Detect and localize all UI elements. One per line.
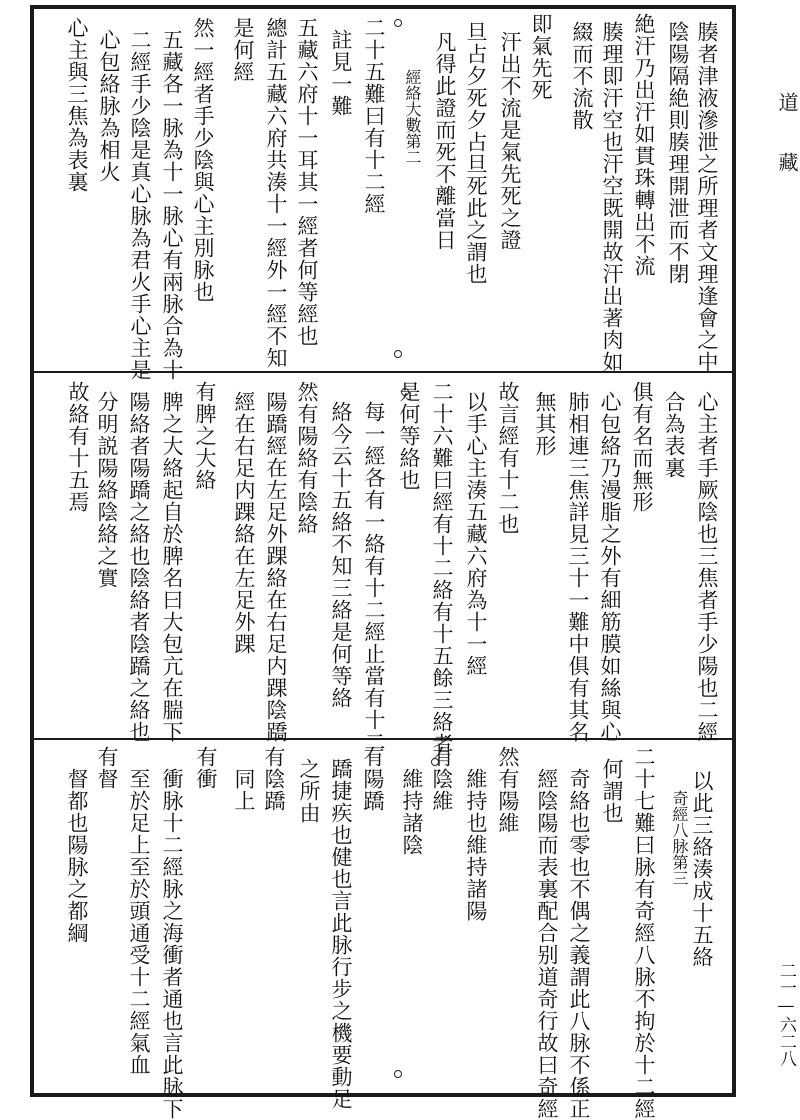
text-column: 是何等絡也 <box>397 381 421 491</box>
text-column: 心包絡脉為相火 <box>97 29 121 183</box>
text-column: 俱有名而無形 <box>630 381 654 513</box>
text-column: 合為表裏 <box>662 391 686 479</box>
margin-title: 道藏 <box>775 92 799 212</box>
text-column: 絡今云十五絡不知三絡是何等絡 <box>329 401 353 709</box>
text-column: 五藏各一脉為十一脉心有兩脉合為十 <box>160 29 184 381</box>
text-column: 衝脉十二經脉之海衝者通也言此脉下 <box>160 768 184 1120</box>
text-column: 無其形 <box>533 391 557 457</box>
circle-mark <box>394 1070 402 1078</box>
text-column: 分明説陽絡陰絡之實 <box>95 391 119 589</box>
text-column: 絶汗乃出汗如貫珠轉出不流 <box>632 13 656 277</box>
text-column: 之所由 <box>297 758 321 824</box>
text-column: 有脾之大絡 <box>193 381 217 491</box>
text-column: 故絡有十五焉 <box>66 381 90 513</box>
circle-mark <box>394 19 402 27</box>
section-heading: 奇經八脉第三 <box>670 790 689 886</box>
circle-mark <box>394 350 402 358</box>
text-column: 綴而不流散 <box>570 21 594 131</box>
text-column: 陰陽隔絶則腠理開泄而不閉 <box>666 21 690 285</box>
text-column: 有督 <box>95 746 119 790</box>
text-column: 二十六難曰經有十二絡有十五餘三絡者 <box>430 381 454 755</box>
text-column: 陽絡者陽蹻之絡也陰絡者陰蹻之絡也 <box>127 391 151 743</box>
text-column: 維持也維持諸陽 <box>464 768 488 922</box>
text-column: 故言經有十二也 <box>496 381 520 535</box>
text-column: 腠者津液滲泄之所理者文理逢會之中 <box>695 21 719 373</box>
panel-middle <box>36 373 730 755</box>
text-column: 經在右足内踝絡在左足外踝 <box>232 391 256 655</box>
text-column: 總計五藏六府共湊十一經外一經不知 <box>264 17 288 369</box>
text-column: 心主者手厥陰也三焦者手少陽也二經 <box>695 391 719 743</box>
text-column: 旦占夕死夕占旦死此之謂也 <box>464 21 488 285</box>
panel-top <box>36 11 730 381</box>
text-column: 陽蹻經在左足外踝絡在右足内踝陰蹻 <box>264 391 288 743</box>
text-column: 然有陽維 <box>496 746 520 834</box>
circle-mark <box>401 388 409 396</box>
text-column: 然有陽絡有陰絡 <box>295 381 319 535</box>
text-column: 有衝 <box>194 746 218 790</box>
text-column: 何謂也 <box>600 758 624 824</box>
text-column: 五藏六府十一耳其一經者何等經也 <box>295 17 319 347</box>
text-column: 有陰維 <box>430 746 454 812</box>
text-column: 蹻捷疾也健也言此脉行步之機要動足 <box>329 758 353 1110</box>
text-column: 脾之大絡起自於脾名曰大包亢在腨下 <box>160 391 184 743</box>
text-column: 凡得此證而死不離當日 <box>433 31 457 251</box>
text-column: 二十七難曰脉有奇經八脉不拘於十二經 <box>632 746 656 1120</box>
text-column: 維持諸陰 <box>400 768 424 856</box>
text-column: 二十五難曰有十二經 <box>362 17 386 215</box>
text-column: 經陰陽而表裏配合别道奇行故曰奇經 <box>535 768 559 1120</box>
text-column: 腠理即汗空也汗空既開故汗出著肉如 <box>600 21 624 373</box>
text-column: 心包絡乃漫脂之外有細筋膜如絲與心 <box>598 391 622 743</box>
circle-mark <box>431 758 439 766</box>
text-column: 有陽蹻 <box>361 746 385 812</box>
text-column: 然一經者手少陰與心主別脉也 <box>191 17 215 303</box>
text-column: 督都也陽脉之都綱 <box>65 768 89 944</box>
text-column: 是何經 <box>231 17 255 83</box>
text-column: 同上 <box>232 768 256 812</box>
page-number: 二一—六二八 <box>776 962 796 1067</box>
text-column: 心主與三焦為表裏 <box>65 17 89 193</box>
text-column: 汗出不流是氣先死之證 <box>498 31 522 251</box>
text-column: 有陰蹻 <box>262 746 286 812</box>
text-column: 肺相連三焦詳見三十一難中俱有其名 <box>566 391 590 743</box>
text-column: 二經手少陰是真心脉為君火手心主是 <box>128 29 152 381</box>
text-column: 以此三絡湊成十五絡 <box>690 770 714 968</box>
text-column: 至於足上至於頭通受十二經氣血 <box>127 768 151 1076</box>
text-column: 每一經各有一絡有十二經止當有十二 <box>362 401 386 753</box>
text-column: 以手心主湊五藏六府為十一經 <box>464 391 488 677</box>
section-heading: 經絡大數第二 <box>403 69 422 165</box>
panel-bottom <box>36 740 730 1120</box>
text-column: 即氣先死 <box>529 13 553 101</box>
text-column: 註見一難 <box>329 29 353 117</box>
text-column: 奇絡也零也不偶之義謂此八脉不係正 <box>567 768 591 1120</box>
